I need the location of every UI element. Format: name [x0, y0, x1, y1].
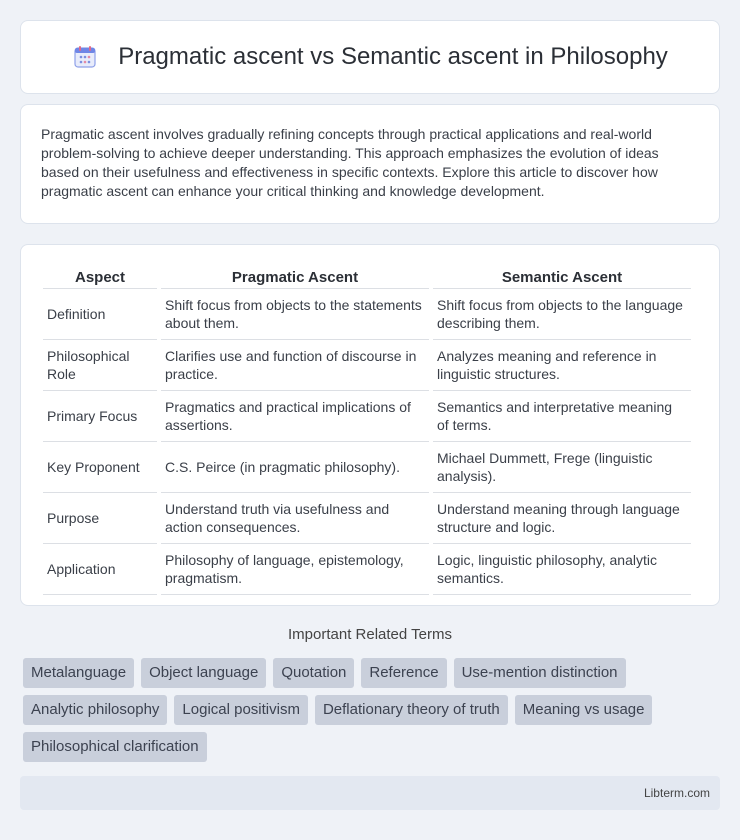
comparison-card — [20, 244, 720, 606]
table-cell: Application — [43, 544, 157, 595]
related-term-tag[interactable]: Logical positivism — [174, 695, 308, 725]
related-term-tag[interactable]: Metalanguage — [23, 658, 134, 688]
related-terms-title: Important Related Terms — [288, 626, 452, 643]
table-cell: Philosophy of language, epistemology, pragmatism. — [161, 544, 429, 595]
table-cell: Primary Focus — [43, 391, 157, 442]
table-row — [43, 340, 691, 391]
table-row — [43, 391, 691, 442]
related-term-tag[interactable]: Object language — [141, 658, 266, 688]
column-header-semantic: Semantic Ascent — [433, 263, 691, 289]
table-header-row — [43, 263, 691, 289]
table-cell: Shift focus from objects to the statements about them. — [161, 289, 429, 340]
table-cell: Logic, linguistic philosophy, analytic semantics. — [433, 544, 691, 595]
table-cell: Philosophical Role — [43, 340, 157, 391]
footer — [20, 776, 720, 810]
table-cell: Key Proponent — [43, 442, 157, 493]
intro-card — [20, 104, 720, 224]
related-term-tag[interactable]: Philosophical clarification — [23, 732, 207, 762]
related-term-tag[interactable]: Meaning vs usage — [515, 695, 653, 725]
related-term-tag[interactable]: Analytic philosophy — [23, 695, 167, 725]
table-row — [43, 289, 691, 340]
calendar-icon — [72, 44, 98, 70]
comparison-table — [39, 263, 695, 595]
table-cell: Shift focus from objects to the language describing them. — [433, 289, 691, 340]
header-card — [20, 20, 720, 94]
table-cell: Understand meaning through language structure and logic. — [433, 493, 691, 544]
table-cell: Definition — [43, 289, 157, 340]
table-cell: Michael Dummett, Frege (linguistic analysis). — [433, 442, 691, 493]
page-title: Pragmatic ascent vs Semantic ascent in Philosophy — [118, 43, 668, 70]
intro-text: Pragmatic ascent involves gradually refining concepts through practical applications and real-world problem-solving to achieve deeper understanding. This approach emphasizes the evolution of ideas based on their usefulness and effectiveness in specific contexts. Explore this article to discover how pragmatic ascent can enhance your critical thinking and knowledge development. — [41, 126, 659, 199]
table-cell: C.S. Peirce (in pragmatic philosophy). — [161, 442, 429, 493]
table-cell: Understand truth via usefulness and action consequences. — [161, 493, 429, 544]
table-row — [43, 544, 691, 595]
related-term-tag[interactable]: Use-mention distinction — [454, 658, 626, 688]
related-term-tag[interactable]: Reference — [361, 658, 446, 688]
related-term-tag[interactable]: Quotation — [273, 658, 354, 688]
related-term-tag[interactable]: Deflationary theory of truth — [315, 695, 508, 725]
related-terms-list — [23, 658, 723, 762]
footer-site-link[interactable]: Libterm.com — [643, 786, 710, 800]
table-cell: Pragmatics and practical implications of assertions. — [161, 391, 429, 442]
table-cell: Semantics and interpretative meaning of terms. — [433, 391, 691, 442]
table-row — [43, 442, 691, 493]
table-cell: Analyzes meaning and reference in linguistic structures. — [433, 340, 691, 391]
table-cell: Purpose — [43, 493, 157, 544]
table-row — [43, 493, 691, 544]
table-cell: Clarifies use and function of discourse in practice. — [161, 340, 429, 391]
column-header-pragmatic: Pragmatic Ascent — [161, 263, 429, 289]
column-header-aspect: Aspect — [43, 263, 157, 289]
